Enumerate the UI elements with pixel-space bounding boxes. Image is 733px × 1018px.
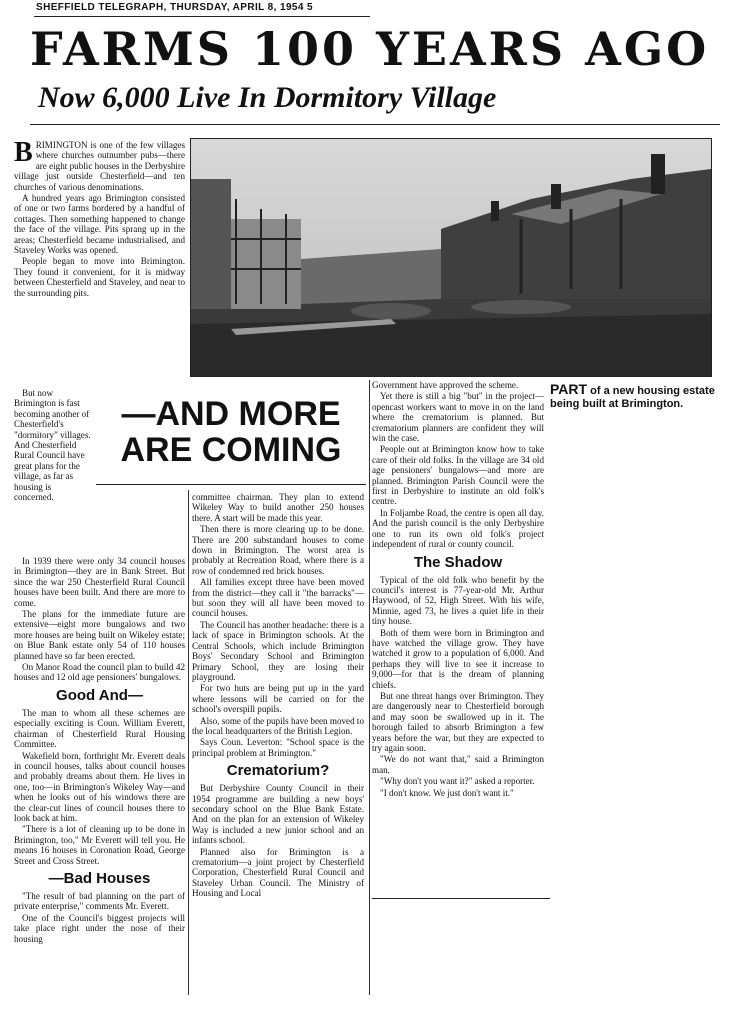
- col1-paragraph: One of the Council's biggest projects will take place right under the nose of their housing: [14, 912, 185, 944]
- column-1-narrow: [14, 388, 92, 503]
- column-3: [372, 380, 544, 799]
- col3-paragraph: Government have approved the scheme.: [372, 380, 519, 390]
- col1-paragraph: But now Brimington is fast becoming another of Chesterfield's "dormitory" villages. And Chesterfield Rural Council have great plans for the village, as far as housing is concerned.: [14, 388, 91, 503]
- headline: FARMS 100 YEARS AGO: [30, 22, 710, 76]
- banner-headline: —AND MORE ARE COMING: [120, 395, 342, 469]
- masthead-rule: [34, 16, 370, 17]
- col3-paragraph: People out at Brimington know how to take care of their old folks. In the village are 34 old age pensioners' bungalows—and more are planned. Brimington Parish Council were the first in Derbyshire to institute an old folk's centre.: [372, 444, 544, 507]
- deck-rule: [30, 124, 720, 125]
- col1-paragraph: The man to whom all these schemes are especially exciting is Coun. William Everett, chairman of Chesterfield Rural Housing Committee.: [14, 707, 185, 750]
- caption-lead: PART: [550, 381, 588, 397]
- deck: Now 6,000 Live In Dormitory Village: [38, 81, 497, 114]
- column-divider: [188, 490, 189, 995]
- col3-paragraph: Yet there is still a big "but" in the project—opencast workers want to move in on the land where the crematorium is planned. But crematorium planners are confident they will win the case.: [372, 391, 544, 444]
- subhead-good-and: Good And—: [56, 686, 143, 704]
- subhead-bad-houses: —Bad Houses: [48, 869, 151, 887]
- col3-paragraph: "Why don't you want it?" asked a reporter.: [380, 776, 535, 787]
- bottom-rule: [372, 898, 550, 899]
- subhead-the-shadow: The Shadow: [413, 553, 503, 571]
- col1-paragraph: RIMINGTON is one of the few villages where churches outnumber pubs—there are eight public houses in the Derbyshire village just outside Chesterfield—and ten churches of various denominations.: [14, 140, 185, 192]
- col1-paragraph: On Manor Road the council plan to build 42 houses and 12 old age pensioners' bungalows.: [14, 662, 185, 683]
- col3-paragraph: In Foljambe Road, the centre is open all day. And the parish council is the only Derbyshire one to run its own old folk's project independent of rural or county council.: [372, 507, 544, 550]
- col2-paragraph: But Derbyshire County Council in their 1954 programme are building a new boys' secondary school on the Blue Bank Estate. And on the plan for an extension of Wikeley Way is included a new junior school and an infants school.: [192, 783, 364, 846]
- col3-paragraph: Typical of the old folk who benefit by the council's interest is 77-year-old Mr. Arthur Haywood, of 52, High Street. With his wife, Minnie, aged 73, he lives a quiet life in their tiny house.: [372, 574, 544, 627]
- col2-paragraph: Planned also for Brimington is a crematorium—a joint project by Chesterfield Corporation, Chesterfield Rural Council and Staveley Urban Council. The Ministry of Housing and Local: [192, 846, 364, 899]
- col2-paragraph: For two huts are being put up in the yard where lessons will be carried on for the school's overspill pupils.: [192, 683, 364, 715]
- col3-paragraph: "We do not want that," said a Brimington man.: [372, 754, 544, 775]
- col1-paragraph: People began to move into Brimington. They found it convenient, for it is midway between Chesterfield and Staveley, and near to the surrounding pits.: [14, 256, 185, 298]
- col2-paragraph: Then there is more clearing up to be done. There are 200 substandard houses to come down in Brimington. The worst area is probably at Recreation Road, where there is a row of condemned red brick houses.: [192, 524, 364, 576]
- housing-estate-photo: [190, 138, 712, 377]
- column-2: [192, 492, 364, 900]
- masthead: SHEFFIELD TELEGRAPH, THURSDAY, APRIL 8, 1954 5: [36, 2, 313, 13]
- col3-paragraph: But one threat hangs over Brimington. They are dangerously near to Chesterfield borough and may soon be swallowed up in it. The borough failed to absorb Brimington a few years before the war, but they are expected to try again soon.: [372, 690, 544, 753]
- column-1-lower: [14, 556, 185, 945]
- col3-paragraph: "I don't know. We just don't want it.": [380, 787, 514, 798]
- col1-paragraph: Wakefield born, forthright Mr. Everett deals in council houses, talks about council houses and probably dreams about them. He lives in one, too—in Brimington's Wikeley Way—and when he looks out of his windows there are the clear-cut lines of council houses there to look back at him.: [14, 750, 185, 823]
- banner-rule: [96, 484, 366, 485]
- col2-paragraph: Also, some of the pupils have been moved to the local headquarters of the British Legion.: [192, 715, 364, 736]
- col2-paragraph: committee chairman. They plan to extend Wikeley Way to build another 250 houses there. A start will be made this year.: [192, 492, 364, 523]
- construction-scene-image: [191, 139, 711, 376]
- column-1: [14, 137, 185, 299]
- col1-paragraph: "The result of bad planning on the part of private enterprise," comments Mr. Everett.: [14, 890, 185, 912]
- column-divider: [369, 380, 370, 995]
- col1-paragraph: "There is a lot of cleaning up to be done in Brimington, too," Mr Everett will tell you. He means 16 houses in Coronation Road, George Street and Cross Street.: [14, 824, 185, 866]
- photo-caption: [550, 383, 722, 411]
- col3-paragraph: Both of them were born in Brimington and have watched the village grow. They have watched it grow to a population of 6,000. And perhaps they will live to see it increase to 9,000—for that is the dream of planning chiefs.: [372, 627, 544, 690]
- col1-paragraph: A hundred years ago Brimington consisted of one or two farms bordered by a handful of cottages. Then something happened to change the face of the village. Pits sprang up in the areas; Chesterfield became industrialised, and Staveley Works was opened.: [14, 193, 185, 256]
- col2-paragraph: Says Coun. Leverton: "School space is the principal problem at Brimington.": [192, 737, 364, 758]
- caption-text: of a new housing estate being built at Brimington.: [550, 385, 715, 410]
- col2-paragraph: The Council has another headache: there is a lack of space in Brimington schools. At the Central Schools, which include Brimington Boys' Secondary School and Brimington Primary School, they are losing their playground.: [192, 619, 364, 682]
- col1-paragraph: In 1939 there were only 34 council houses in Brimington—they are in Bank Street. But since the war 250 Chesterfield Rural Council houses have been built. And there are more to come.: [14, 556, 185, 608]
- subhead-crematorium: Crematorium?: [226, 762, 330, 780]
- drop-cap: B: [14, 137, 33, 168]
- col1-paragraph: The plans for the immediate future are extensive—eight more bungalows and two more houses are being built on Wikeley estate; on Blue Bank estate only 54 of 110 houses planned have so far been erected.: [14, 609, 185, 661]
- col2-paragraph: All families except three have been moved from the district—they call it "the barracks"—but soon they will all have been moved to council houses.: [192, 577, 364, 619]
